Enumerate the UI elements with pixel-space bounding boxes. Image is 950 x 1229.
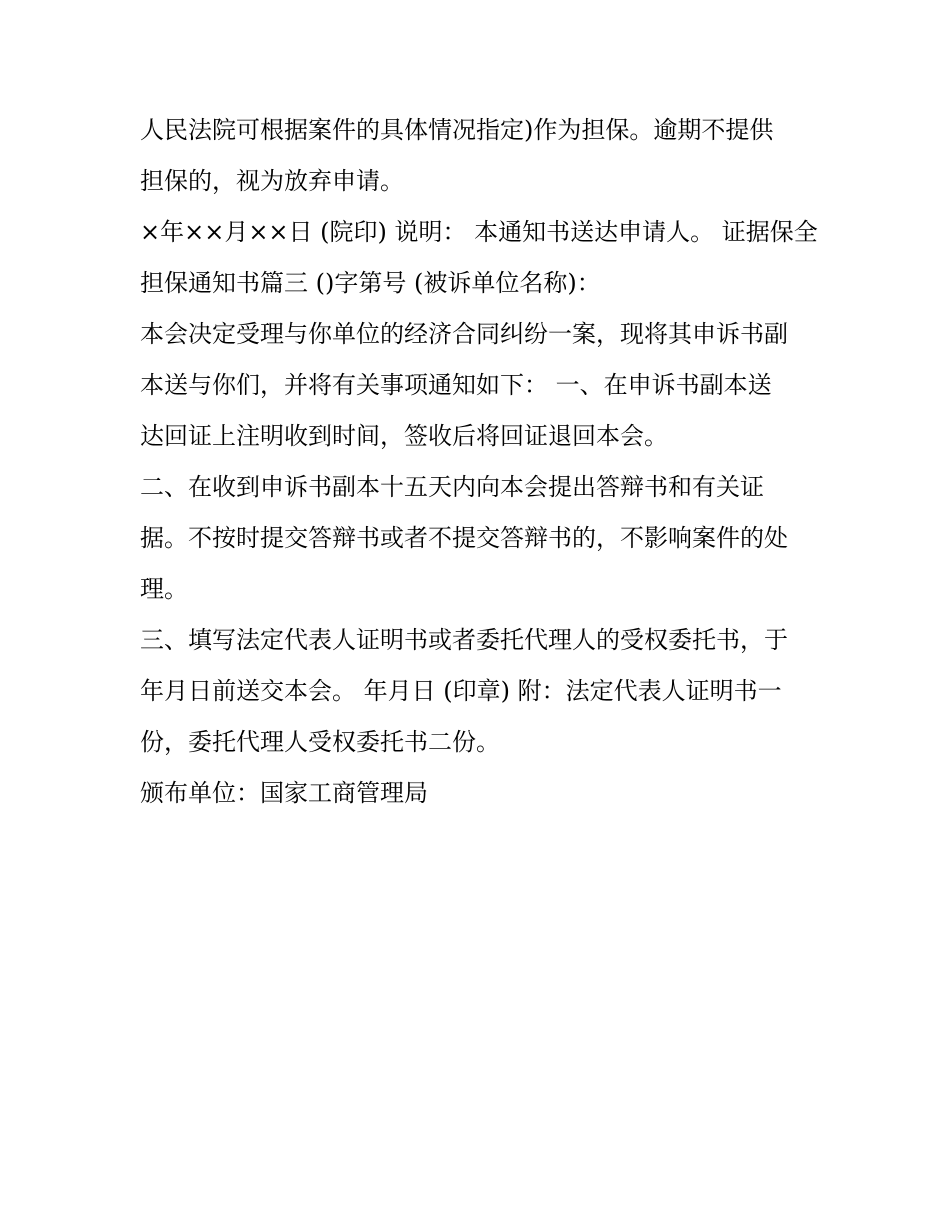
text-line: 人民法院可根据案件的具体情况指定)作为担保。逾期不提供 (140, 116, 774, 144)
text-line: 份，委托代理人受权委托书二份。 (140, 728, 500, 756)
text-line: 达回证上注明收到时间，签收后将回证退回本会。 (140, 422, 668, 450)
text-line: 三、填写法定代表人证明书或者委托代理人的受权委托书，于 (140, 626, 788, 654)
issuer-line: 颁布单位：国家工商管理局 (140, 779, 428, 807)
text-line: 担保的，视为放弃申请。 (140, 167, 404, 195)
text-line: 二、在收到申诉书副本十五天内向本会提出答辩书和有关证 (140, 473, 764, 501)
text-line: 年月日前送交本会。 年月日 (印章) 附：法定代表人证明书一 (140, 677, 782, 705)
document-body (140, 105, 820, 819)
text-line: 本会决定受理与你单位的经济合同纠纷一案，现将其申诉书副 (140, 320, 788, 348)
text-line: ×年××月××日 (院印) 说明： 本通知书送达申请人。 证据保全 (140, 218, 818, 246)
text-line: 理。 (140, 575, 188, 603)
text-line: 据。不按时提交答辩书或者不提交答辩书的，不影响案件的处 (140, 524, 788, 552)
text-line: 担保通知书篇三 ()字第号 (被诉单位名称)： (140, 269, 601, 297)
text-line: 本送与你们，并将有关事项通知如下： 一、在申诉书副本送 (140, 371, 772, 399)
